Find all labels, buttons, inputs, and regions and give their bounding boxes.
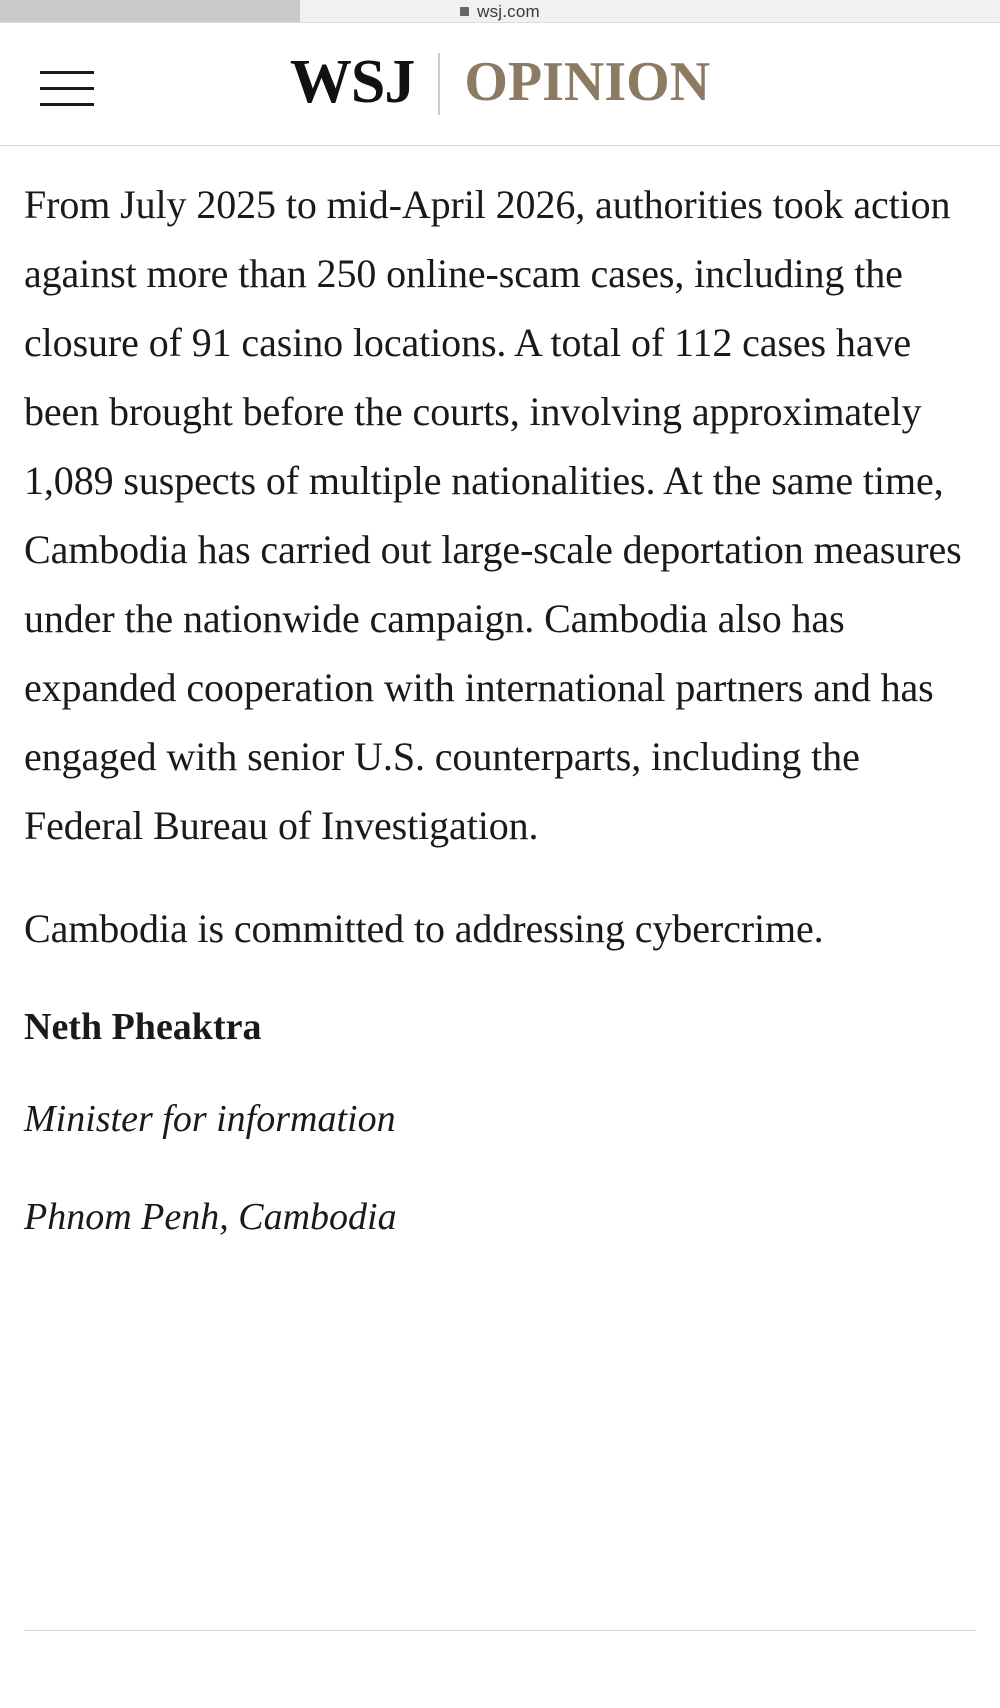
browser-chrome-strip — [0, 0, 1000, 23]
article-paragraph: Cambodia is committed to addressing cybercrime. — [24, 906, 824, 951]
address-bar[interactable] — [0, 0, 1000, 22]
article-body — [0, 146, 1000, 1247]
site-masthead — [0, 23, 1000, 146]
masthead-logo[interactable] — [0, 23, 1000, 145]
letter-author-title: Minister for information — [24, 1098, 396, 1140]
wsj-wordmark: WSJ — [289, 48, 415, 116]
logo-divider — [438, 53, 440, 115]
letter-author-name: Neth Pheaktra — [24, 1006, 262, 1048]
lock-icon — [460, 7, 469, 16]
opinion-wordmark: OPINION — [464, 51, 711, 113]
article-paragraph: From July 2025 to mid-April 2026, authorities took action against more than 250 online-scam cases, including the closure of 91 casino locations. A total of 112 cases have been brought before the courts, involving approximately 1,089 suspects of multiple nationalities. At the same time, Cambodia has carried out large-scale deportation measures under the nationwide campaign. Cambodia also has expanded cooperation with international partners and has engaged with senior U.S. counterparts, including the Federal Bureau of Investigation. — [24, 182, 962, 848]
section-divider — [24, 1630, 976, 1631]
letter-author-location: Phnom Penh, Cambodia — [24, 1196, 397, 1238]
address-bar-url: wsj.com — [477, 2, 540, 21]
